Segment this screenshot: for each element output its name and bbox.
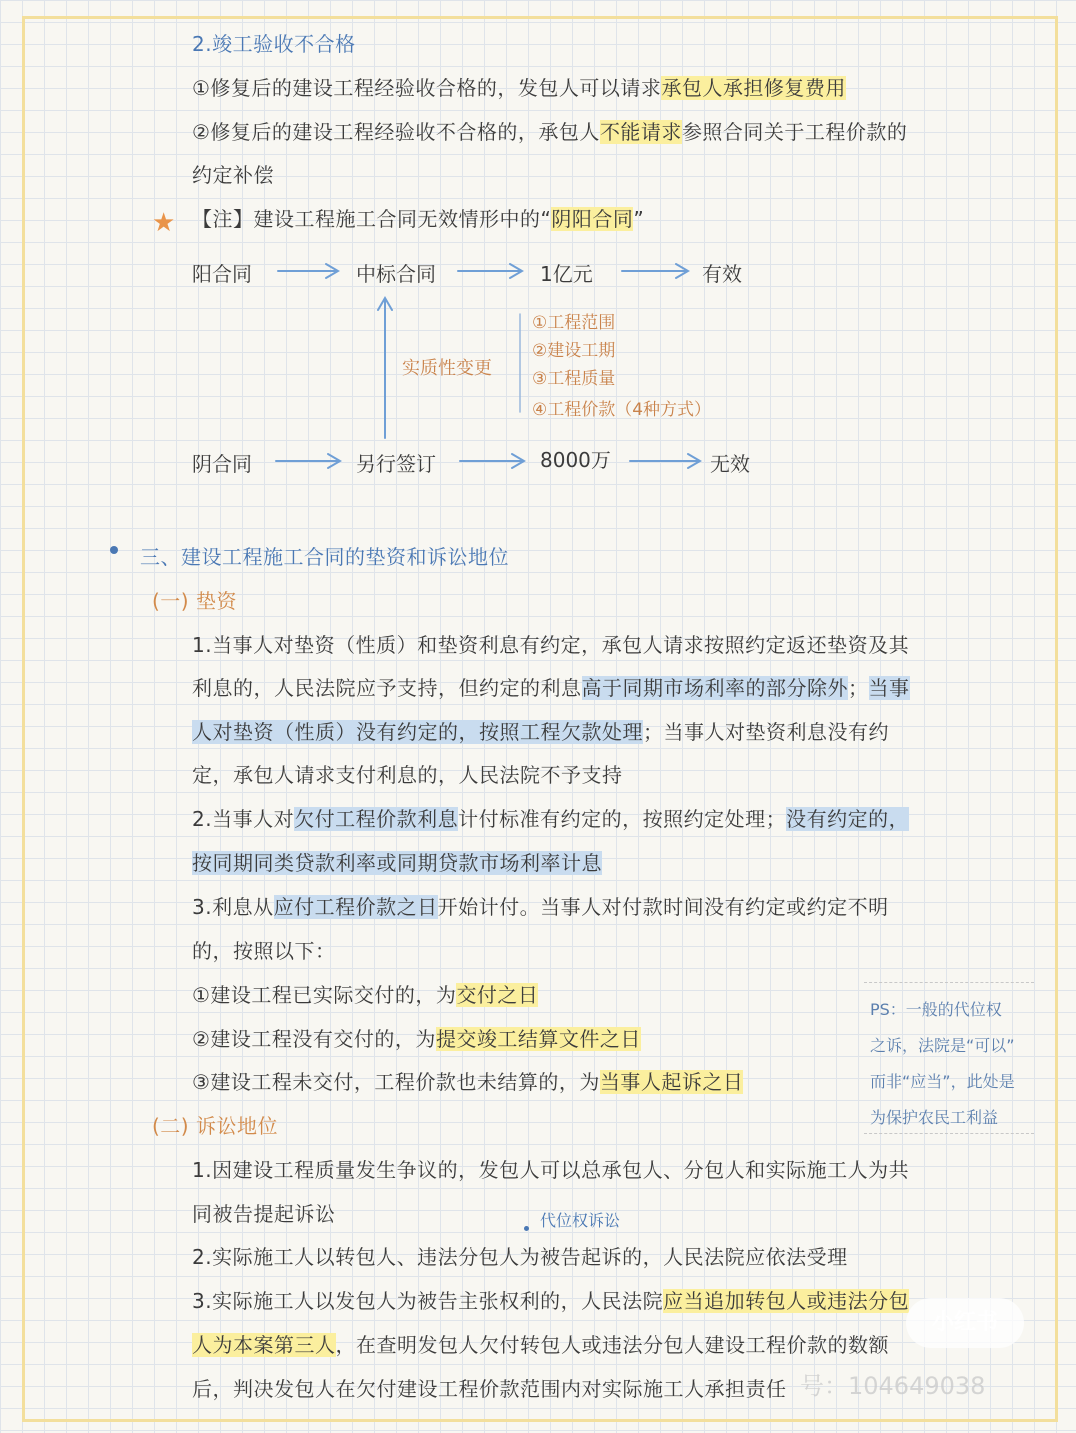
arrow-icon bbox=[622, 264, 688, 278]
text-line: ①修复后的建设工程经验收合格的，发包人可以请求承包人承担修复费用 bbox=[192, 76, 846, 100]
arrow-up-icon bbox=[378, 298, 392, 438]
diagram-yang-contract: 阳合同 bbox=[192, 262, 252, 286]
text-line: 后，判决发包人在欠付建设工程价款范围内对实际施工人承担责任 bbox=[192, 1377, 787, 1401]
subsection-heading-advance: (一) 垫资 bbox=[152, 589, 237, 613]
ps-note-line: 为保护农民工利益 bbox=[870, 1108, 999, 1127]
diagram-amount-yang: 1亿元 bbox=[540, 262, 593, 286]
text-line: 3.利息从应付工程价款之日开始计付。当事人对付款时间没有约定或约定不明 bbox=[192, 895, 889, 919]
text-line: 3.实际施工人以发包人为被告主张权利的，人民法院应当追加转包人或违法分包 bbox=[192, 1289, 910, 1313]
section-title: 三、建设工程施工合同的垫资和诉讼地位 bbox=[140, 545, 509, 569]
text-line: 2.实际施工人以转包人、违法分包人为被告起诉的，人民法院应依法受理 bbox=[192, 1245, 848, 1269]
text-line: 约定补偿 bbox=[192, 163, 274, 187]
diagram-separately-signed: 另行签订 bbox=[356, 452, 436, 476]
text-line: 1.因建设工程质量发生争议的，发包人可以总承包人、分包人和实际施工人为共 bbox=[192, 1158, 910, 1182]
text-line: 利息的，人民法院应予支持，但约定的利息高于同期市场利率的部分除外；当事 bbox=[192, 676, 910, 700]
diagram-winning-bid-contract: 中标合同 bbox=[356, 262, 436, 286]
margin-dot-icon bbox=[524, 1226, 529, 1231]
diagram-arrows bbox=[0, 0, 1076, 520]
text-line: 人为本案第三人，在查明发包人欠付转包人或违法分包人建设工程价款的数额 bbox=[192, 1333, 889, 1357]
arrow-icon bbox=[458, 264, 522, 278]
text-line: 按同期同类贷款利率或同期贷款市场利率计息 bbox=[192, 851, 602, 875]
arrow-icon bbox=[276, 454, 340, 468]
text-line: 人对垫资（性质）没有约定的，按照工程欠款处理；当事人对垫资利息没有约 bbox=[192, 720, 889, 744]
ps-note-line: 之诉，法院是“可以” bbox=[870, 1036, 1015, 1055]
diagram-change-item: ②建设工期 bbox=[532, 341, 616, 361]
diagram-change-item: ④工程价款（4种方式） bbox=[532, 400, 712, 420]
section-heading-completion: 2.竣工验收不合格 bbox=[192, 32, 356, 56]
text-line: 1.当事人对垫资（性质）和垫资利息有约定，承包人请求按照约定返还垫资及其 bbox=[192, 633, 910, 657]
diagram-substantive-change: 实质性变更 bbox=[402, 358, 492, 379]
diagram-valid: 有效 bbox=[702, 262, 742, 286]
diagram-yin-contract: 阴合同 bbox=[192, 452, 252, 476]
diagram-change-item: ①工程范围 bbox=[532, 313, 616, 333]
text-line: ①建设工程已实际交付的，为交付之日 bbox=[192, 983, 539, 1007]
text-line: 的，按照以下： bbox=[192, 939, 336, 963]
arrow-icon bbox=[460, 454, 524, 468]
text-line: ③建设工程未交付，工程价款也未结算的，为当事人起诉之日 bbox=[192, 1070, 744, 1094]
arrow-icon bbox=[630, 454, 700, 468]
watermark-id: 号：104649038 bbox=[800, 1372, 986, 1400]
margin-note-subrogation: 代位权诉讼 bbox=[540, 1211, 621, 1230]
text-line: 定，承包人请求支付利息的，人民法院不予支持 bbox=[192, 763, 623, 787]
arrow-icon bbox=[278, 264, 338, 278]
text-line: ②建设工程没有交付的，为提交竣工结算文件之日 bbox=[192, 1027, 641, 1051]
subsection-heading-litigation: (二) 诉讼地位 bbox=[152, 1114, 278, 1138]
bullet-icon bbox=[110, 546, 118, 554]
text-line: 同被告提起诉讼 bbox=[192, 1202, 336, 1226]
ps-note-line: PS：一般的代位权 bbox=[870, 1000, 1002, 1019]
star-icon: ★ bbox=[152, 208, 176, 238]
note-line: 【注】建设工程施工合同无效情形中的“阴阳合同” bbox=[192, 207, 645, 231]
diagram-invalid: 无效 bbox=[710, 452, 750, 476]
diagram-change-item: ③工程质量 bbox=[532, 369, 616, 389]
watermark-badge: 小红书 bbox=[906, 1298, 1024, 1348]
diagram-amount-yin: 8000万 bbox=[540, 448, 611, 472]
text-line: ②修复后的建设工程经验收不合格的，承包人不能请求参照合同关于工程价款的 bbox=[192, 120, 908, 144]
ps-note-line: 而非“应当”，此处是 bbox=[870, 1072, 1015, 1091]
text-line: 2.当事人对欠付工程价款利息计付标准有约定的，按照约定处理；没有约定的， bbox=[192, 807, 910, 831]
